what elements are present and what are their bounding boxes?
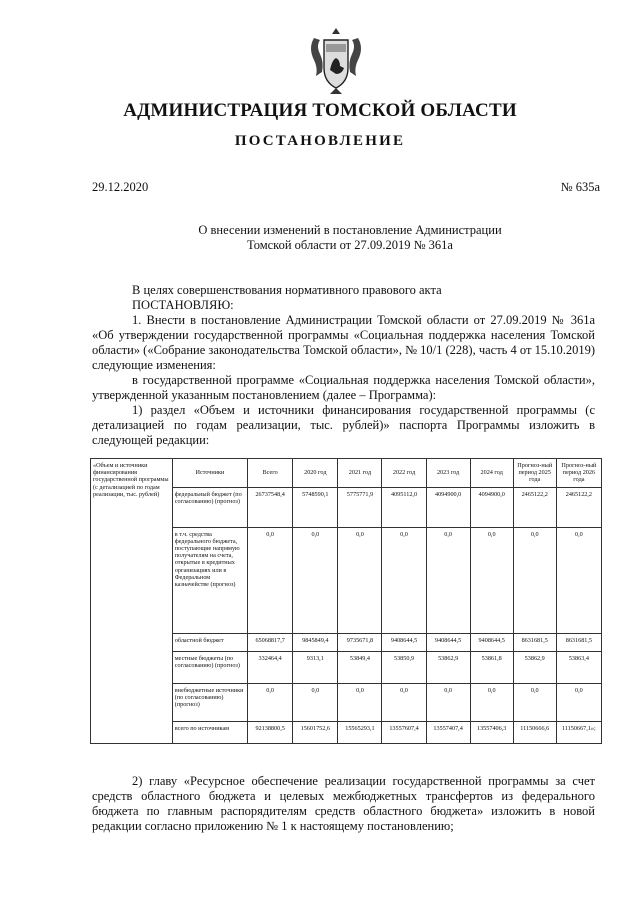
- organization-name: АДМИНИСТРАЦИЯ ТОМСКОЙ ОБЛАСТИ: [123, 100, 517, 121]
- row-source: местные бюджеты (по согласованию) (прогноз): [172, 651, 247, 683]
- row-value: 9408644,5: [470, 633, 513, 651]
- row-value: 9735671,8: [338, 633, 382, 651]
- financing-table: [90, 458, 602, 744]
- row-value: 0,0: [556, 527, 601, 633]
- row-value: 0,0: [426, 527, 470, 633]
- column-header: Прогноз-ный период 2025 года: [513, 459, 556, 488]
- row-value: 4095112,0: [382, 487, 426, 527]
- row-value: 65068817,7: [248, 633, 293, 651]
- column-header: 2020 год: [293, 459, 338, 488]
- row-value: 0,0: [426, 683, 470, 721]
- column-header: 2024 год: [470, 459, 513, 488]
- column-header: 2021 год: [338, 459, 382, 488]
- row-value: 53863,4: [556, 651, 601, 683]
- row-value: 13557607,4: [382, 721, 426, 743]
- row-value: 15601752,6: [293, 721, 338, 743]
- row-value: 8631681,5: [513, 633, 556, 651]
- row-source: внебюджетные источники (по согласованию) (прогноз): [172, 683, 247, 721]
- row-value: 0,0: [248, 527, 293, 633]
- row-value: 0,0: [470, 683, 513, 721]
- subject-line-1: О внесении изменений в постановление Администрации: [198, 223, 502, 237]
- row-source: всего по источникам: [172, 721, 247, 743]
- column-header: 2022 год: [382, 459, 426, 488]
- row-value: 13557407,4: [426, 721, 470, 743]
- row-value: 2465122,2: [556, 487, 601, 527]
- row-value: 53861,8: [470, 651, 513, 683]
- table-header-row: [91, 459, 602, 488]
- row-value: 15565293,1: [338, 721, 382, 743]
- row-value: 11150667,1»;: [556, 721, 601, 743]
- row-value: 0,0: [382, 527, 426, 633]
- row-value: 0,0: [556, 683, 601, 721]
- table-title-cell: «Объем и источники финансирования государственной программы (с детализацией по годам реализации, тыс. рублей): [91, 459, 173, 744]
- row-value: 9313,1: [293, 651, 338, 683]
- row-value: 13557406,3: [470, 721, 513, 743]
- row-value: 9408644,5: [382, 633, 426, 651]
- coat-of-arms-icon: [306, 26, 366, 96]
- column-header: Источники: [172, 459, 247, 488]
- decree-word: ПОСТАНОВЛЯЮ:: [132, 298, 234, 312]
- row-value: 4094900,0: [426, 487, 470, 527]
- column-header: 2023 год: [426, 459, 470, 488]
- row-value: 4094900,0: [470, 487, 513, 527]
- row-value: 0,0: [338, 527, 382, 633]
- row-source: в т.ч. средства федерального бюджета, поступающие напрямую получателям на счета, открытые в кредитных организациях или в Федеральном казначействе (прогноз): [172, 527, 247, 633]
- row-value: 9845849,4: [293, 633, 338, 651]
- row-value: 9408644,5: [426, 633, 470, 651]
- row-value: 2465122,2: [513, 487, 556, 527]
- row-value: 53862,9: [513, 651, 556, 683]
- column-header: Прогноз-ный период 2026 года: [556, 459, 601, 488]
- row-value: 5748590,1: [293, 487, 338, 527]
- row-value: 0,0: [513, 683, 556, 721]
- subject-line-2: Томской области от 27.09.2019 № 361а: [247, 238, 453, 252]
- paragraph-3: 1) раздел «Объем и источники финансирования государственной программы (с детализацией по годам реализации, тыс. рублей)» паспорта Программы изложить в следующей редакции:: [92, 403, 595, 447]
- row-value: 53849,4: [338, 651, 382, 683]
- row-source: областной бюджет: [172, 633, 247, 651]
- document-closing: [92, 774, 595, 834]
- row-value: 0,0: [338, 683, 382, 721]
- row-value: 26737548,4: [248, 487, 293, 527]
- row-value: 8631681,5: [556, 633, 601, 651]
- row-value: 332464,4: [248, 651, 293, 683]
- paragraph-2: в государственной программе «Социальная поддержка населения Томской области», утвержденной указанным постановлением (далее – Программа):: [92, 373, 595, 402]
- row-value: 5775771,9: [338, 487, 382, 527]
- document-subject: [150, 223, 550, 253]
- paragraph-1: 1. Внести в постановление Администрации Томской области от 27.09.2019 № 361а «Об утверждении государственной программы «Социальная поддержка населения Томской области» («Собрание законодательства Томской области», № 10/1 (228), часть 4 от 15.10.2019) следующие изменения:: [92, 313, 595, 372]
- row-source: федеральный бюджет (по согласованию) (прогноз): [172, 487, 247, 527]
- document-type: ПОСТАНОВЛЕНИЕ: [234, 133, 406, 149]
- document-date: 29.12.2020: [92, 180, 149, 194]
- row-value: 11150666,6: [513, 721, 556, 743]
- row-value: 0,0: [293, 527, 338, 633]
- paragraph-4: 2) главу «Ресурсное обеспечение реализации государственной программы за счет средств областного бюджета и целевых межбюджетных трансфертов из федерального бюджета по главным распорядителям средств областного бюджета» изложить в новой редакции согласно приложению № 1 к настоящему постановлению;: [92, 774, 595, 833]
- row-value: 0,0: [470, 527, 513, 633]
- intro-paragraph: В целях совершенствования нормативного правового акта: [132, 283, 442, 297]
- row-value: 53862,9: [426, 651, 470, 683]
- document-body: [92, 283, 595, 448]
- column-header: Всего: [248, 459, 293, 488]
- row-value: 0,0: [293, 683, 338, 721]
- row-value: 53850,9: [382, 651, 426, 683]
- row-value: 0,0: [248, 683, 293, 721]
- row-value: 92138800,5: [248, 721, 293, 743]
- document-number: № 635а: [560, 180, 600, 194]
- row-value: 0,0: [513, 527, 556, 633]
- row-value: 0,0: [382, 683, 426, 721]
